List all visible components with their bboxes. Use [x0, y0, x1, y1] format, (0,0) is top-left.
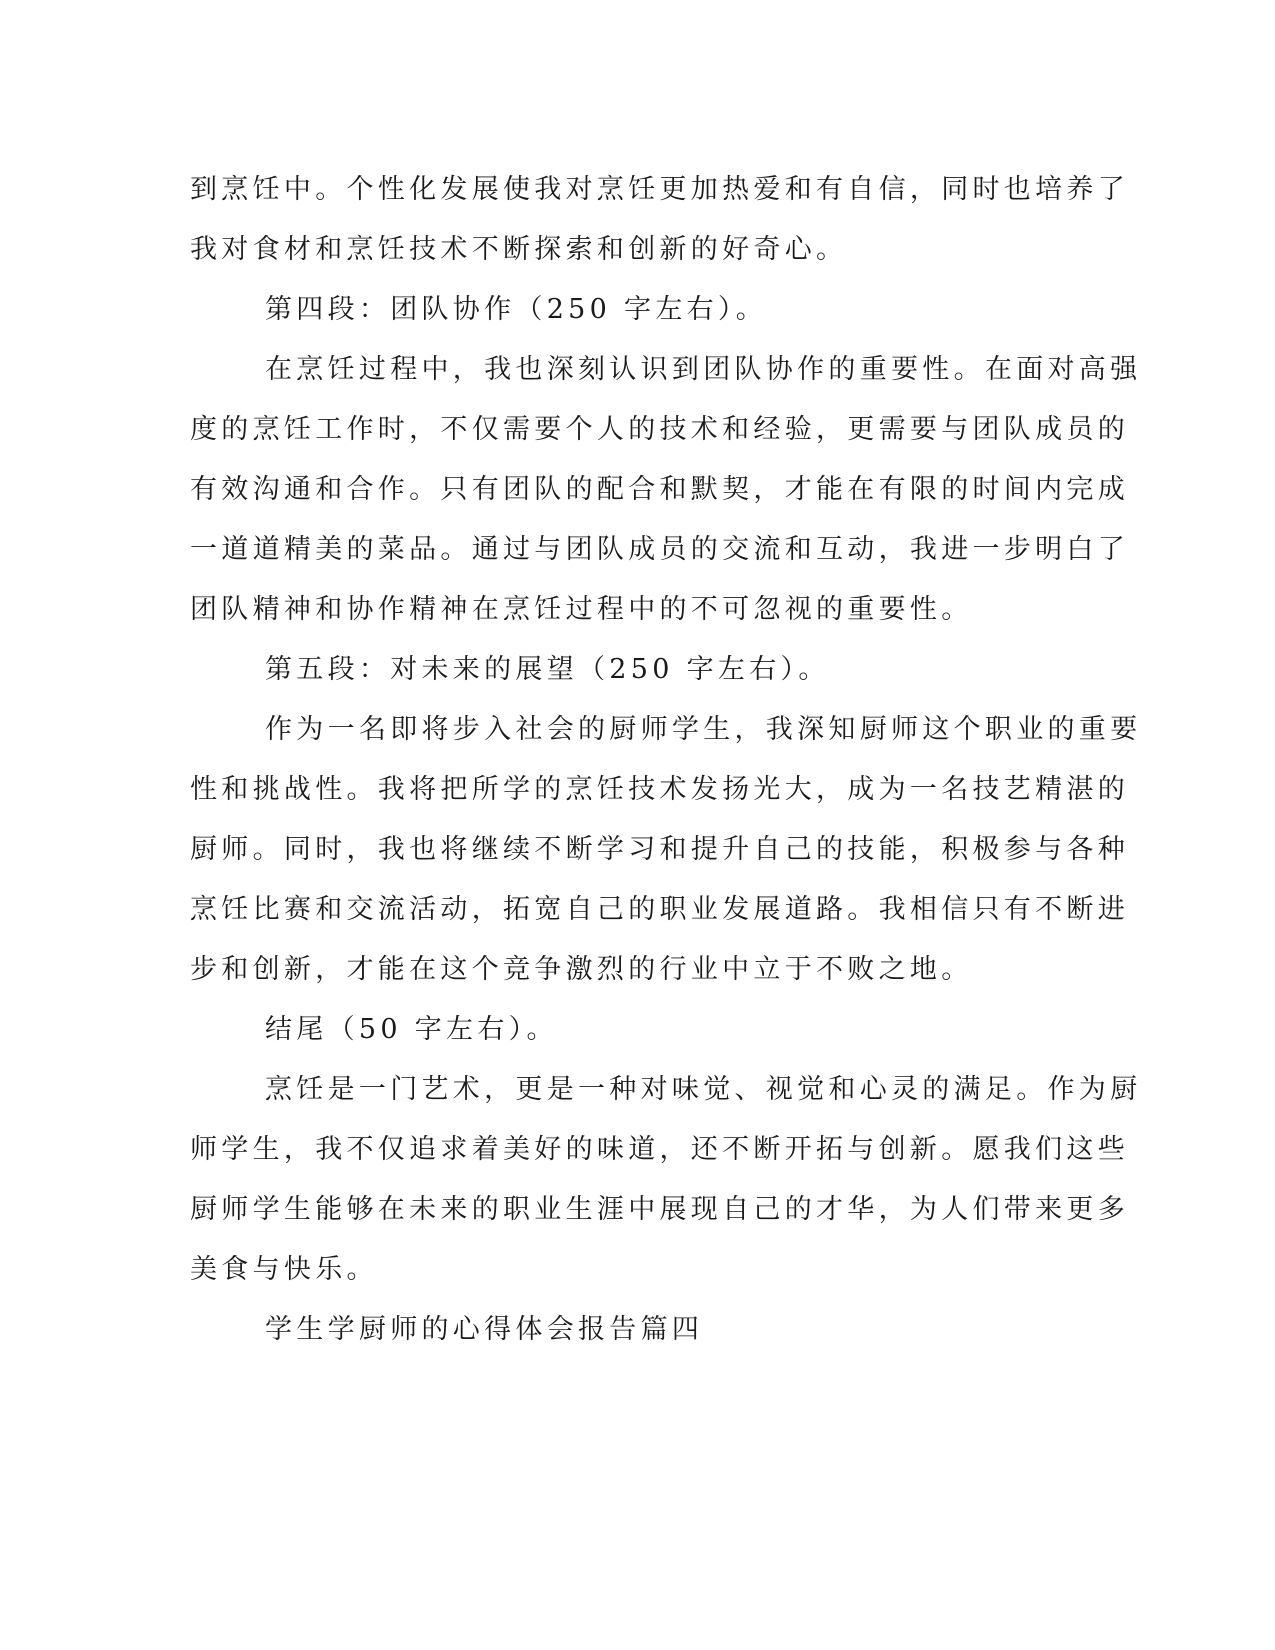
paragraph-line: 步和创新，才能在这个竞争激烈的行业中立于不败之地。	[190, 954, 973, 985]
section-heading: 第五段：对未来的展望（250 字左右）。	[265, 654, 830, 685]
paragraph-line: 美食与快乐。	[190, 1254, 378, 1285]
paragraph-line: 烹饪比赛和交流活动，拓宽自己的职业发展道路。我相信只有不断进	[190, 894, 1129, 925]
paragraph-line: 有效沟通和合作。只有团队的配合和默契，才能在有限的时间内完成	[190, 474, 1129, 505]
paragraph-line: 厨师学生能够在未来的职业生涯中展现自己的才华，为人们带来更多	[190, 1194, 1129, 1225]
paragraph-line: 厨师。同时，我也将继续不断学习和提升自己的技能，积极参与各种	[190, 834, 1129, 865]
paragraph-line: 作为一名即将步入社会的厨师学生，我深知厨师这个职业的重要	[265, 714, 1142, 745]
paragraph-line: 师学生，我不仅追求着美好的味道，还不断开拓与创新。愿我们这些	[190, 1134, 1129, 1165]
section-heading: 结尾（50 字左右）。	[265, 1014, 558, 1045]
paragraph-line: 到烹饪中。个性化发展使我对烹饪更加热爱和有自信，同时也培养了	[190, 174, 1129, 205]
section-heading: 第四段：团队协作（250 字左右）。	[265, 294, 768, 325]
paragraph-line: 团队精神和协作精神在烹饪过程中的不可忽视的重要性。	[190, 594, 973, 625]
section-heading: 学生学厨师的心得体会报告篇四	[265, 1314, 704, 1345]
paragraph-line: 性和挑战性。我将把所学的烹饪技术发扬光大，成为一名技艺精湛的	[190, 774, 1129, 805]
paragraph-line: 一道道精美的菜品。通过与团队成员的交流和互动，我进一步明白了	[190, 534, 1129, 565]
paragraph-line: 烹饪是一门艺术，更是一种对味觉、视觉和心灵的满足。作为厨	[265, 1074, 1142, 1105]
paragraph-line: 我对食材和烹饪技术不断探索和创新的好奇心。	[190, 234, 848, 265]
paragraph-line: 度的烹饪工作时，不仅需要个人的技术和经验，更需要与团队成员的	[190, 414, 1129, 445]
paragraph-line: 在烹饪过程中，我也深刻认识到团队协作的重要性。在面对高强	[265, 354, 1142, 385]
